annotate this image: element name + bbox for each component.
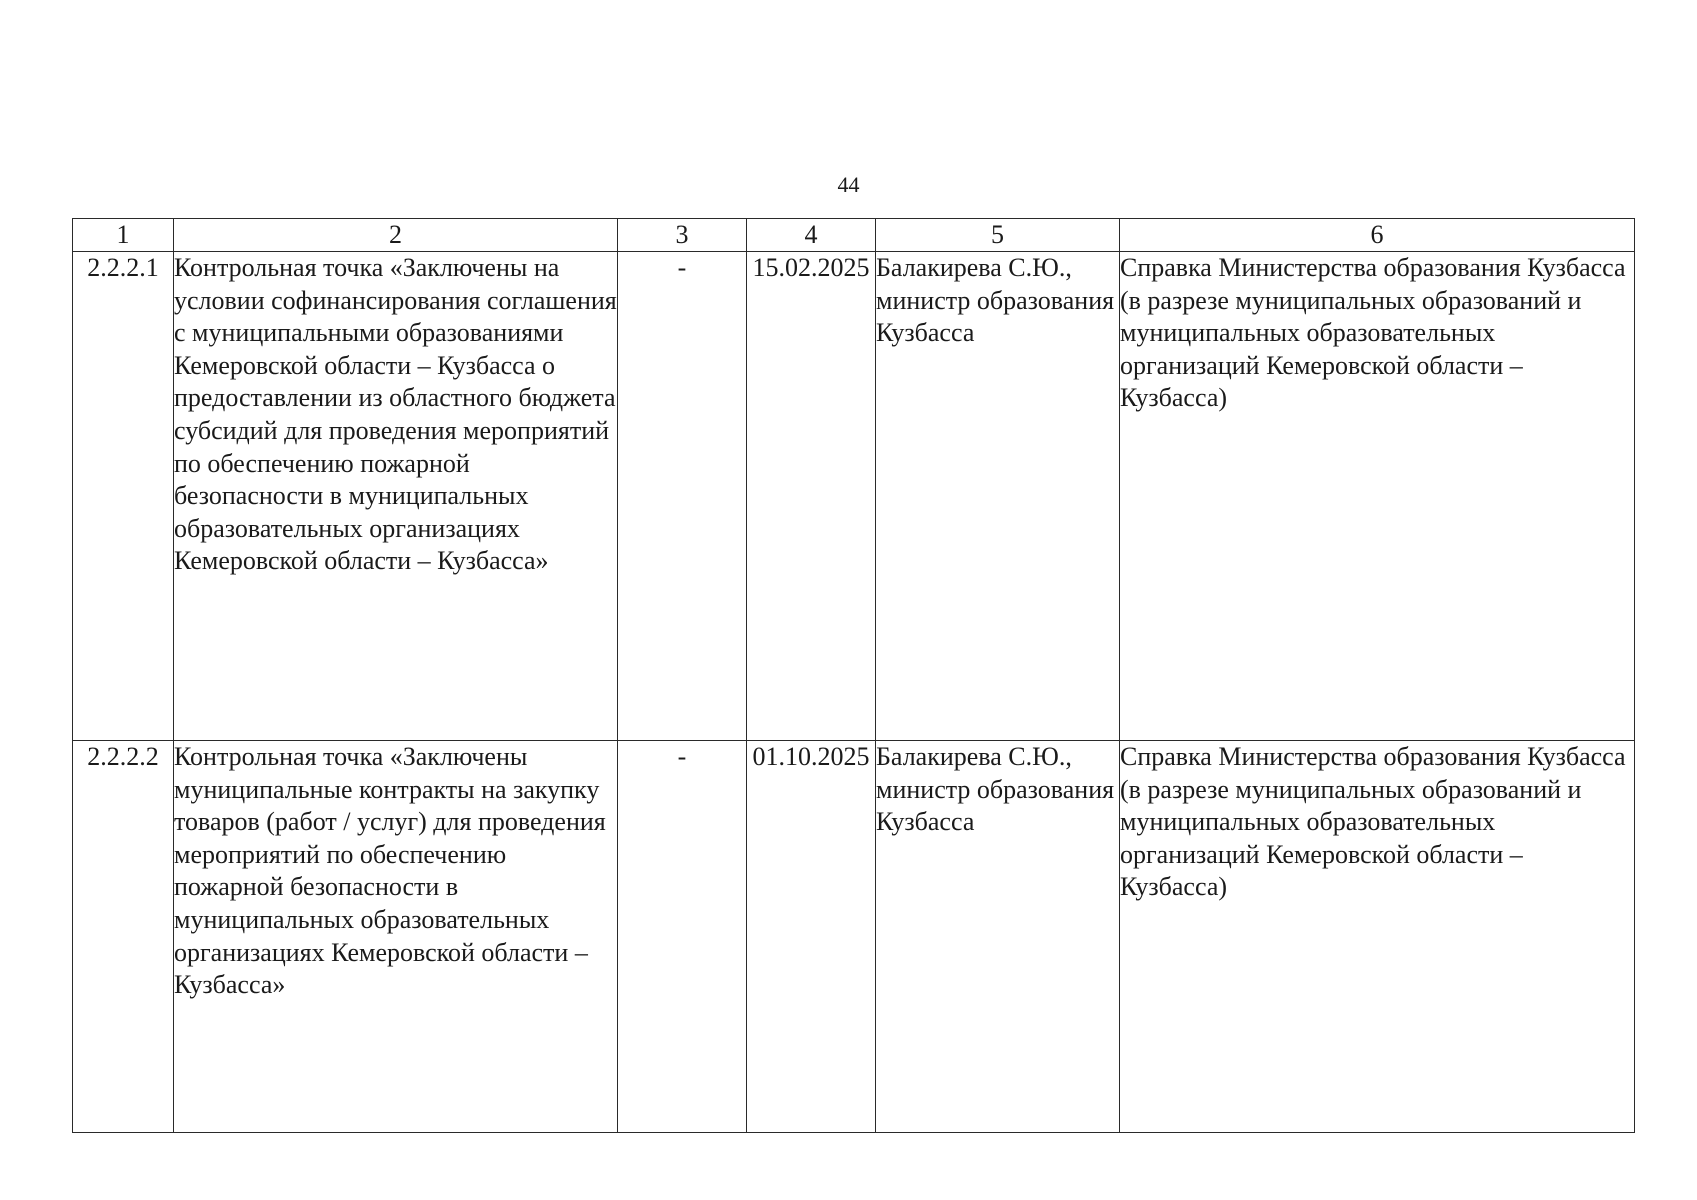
column-header-3: 3 bbox=[618, 219, 747, 252]
row-col3: - bbox=[618, 741, 747, 1133]
row-description: Контрольная точка «Заключены муниципальные контракты на закупку товаров (работ / услуг) для проведения мероприятий по обеспечению пожарной безопасности в муниципальных образовательных организациях Кемеровской области – Кузбасса» bbox=[174, 741, 618, 1133]
row-document: Справка Министерства образования Кузбасса (в разрезе муниципальных образований и муниципальных образовательных организаций Кемеровской области – Кузбасса) bbox=[1120, 741, 1635, 1133]
column-header-5: 5 bbox=[876, 219, 1120, 252]
column-header-1: 1 bbox=[73, 219, 174, 252]
column-header-2: 2 bbox=[174, 219, 618, 252]
table-header-row bbox=[73, 219, 1635, 252]
table-row bbox=[73, 252, 1635, 741]
row-date: 15.02.2025 bbox=[747, 252, 876, 741]
row-col3: - bbox=[618, 252, 747, 741]
row-id: 2.2.2.1 bbox=[73, 252, 174, 741]
row-description: Контрольная точка «Заключены на условии софинансирования соглашения с муниципальными образованиями Кемеровской области – Кузбасса о предоставлении из областного бюджета субсидий для проведения мероприятий по обеспечению пожарной безопасности в муниципальных образовательных организациях Кемеровской области – Кузбасса» bbox=[174, 252, 618, 741]
column-header-6: 6 bbox=[1120, 219, 1635, 252]
row-responsible: Балакирева С.Ю., министр образования Кузбасса bbox=[876, 252, 1120, 741]
row-responsible: Балакирева С.Ю., министр образования Кузбасса bbox=[876, 741, 1120, 1133]
table-row bbox=[73, 741, 1635, 1133]
control-points-table bbox=[72, 218, 1635, 1133]
page-number: 44 bbox=[837, 172, 860, 197]
row-date: 01.10.2025 bbox=[747, 741, 876, 1133]
row-document: Справка Министерства образования Кузбасса (в разрезе муниципальных образований и муниципальных образовательных организаций Кемеровской области – Кузбасса) bbox=[1120, 252, 1635, 741]
row-id: 2.2.2.2 bbox=[73, 741, 174, 1133]
column-header-4: 4 bbox=[747, 219, 876, 252]
